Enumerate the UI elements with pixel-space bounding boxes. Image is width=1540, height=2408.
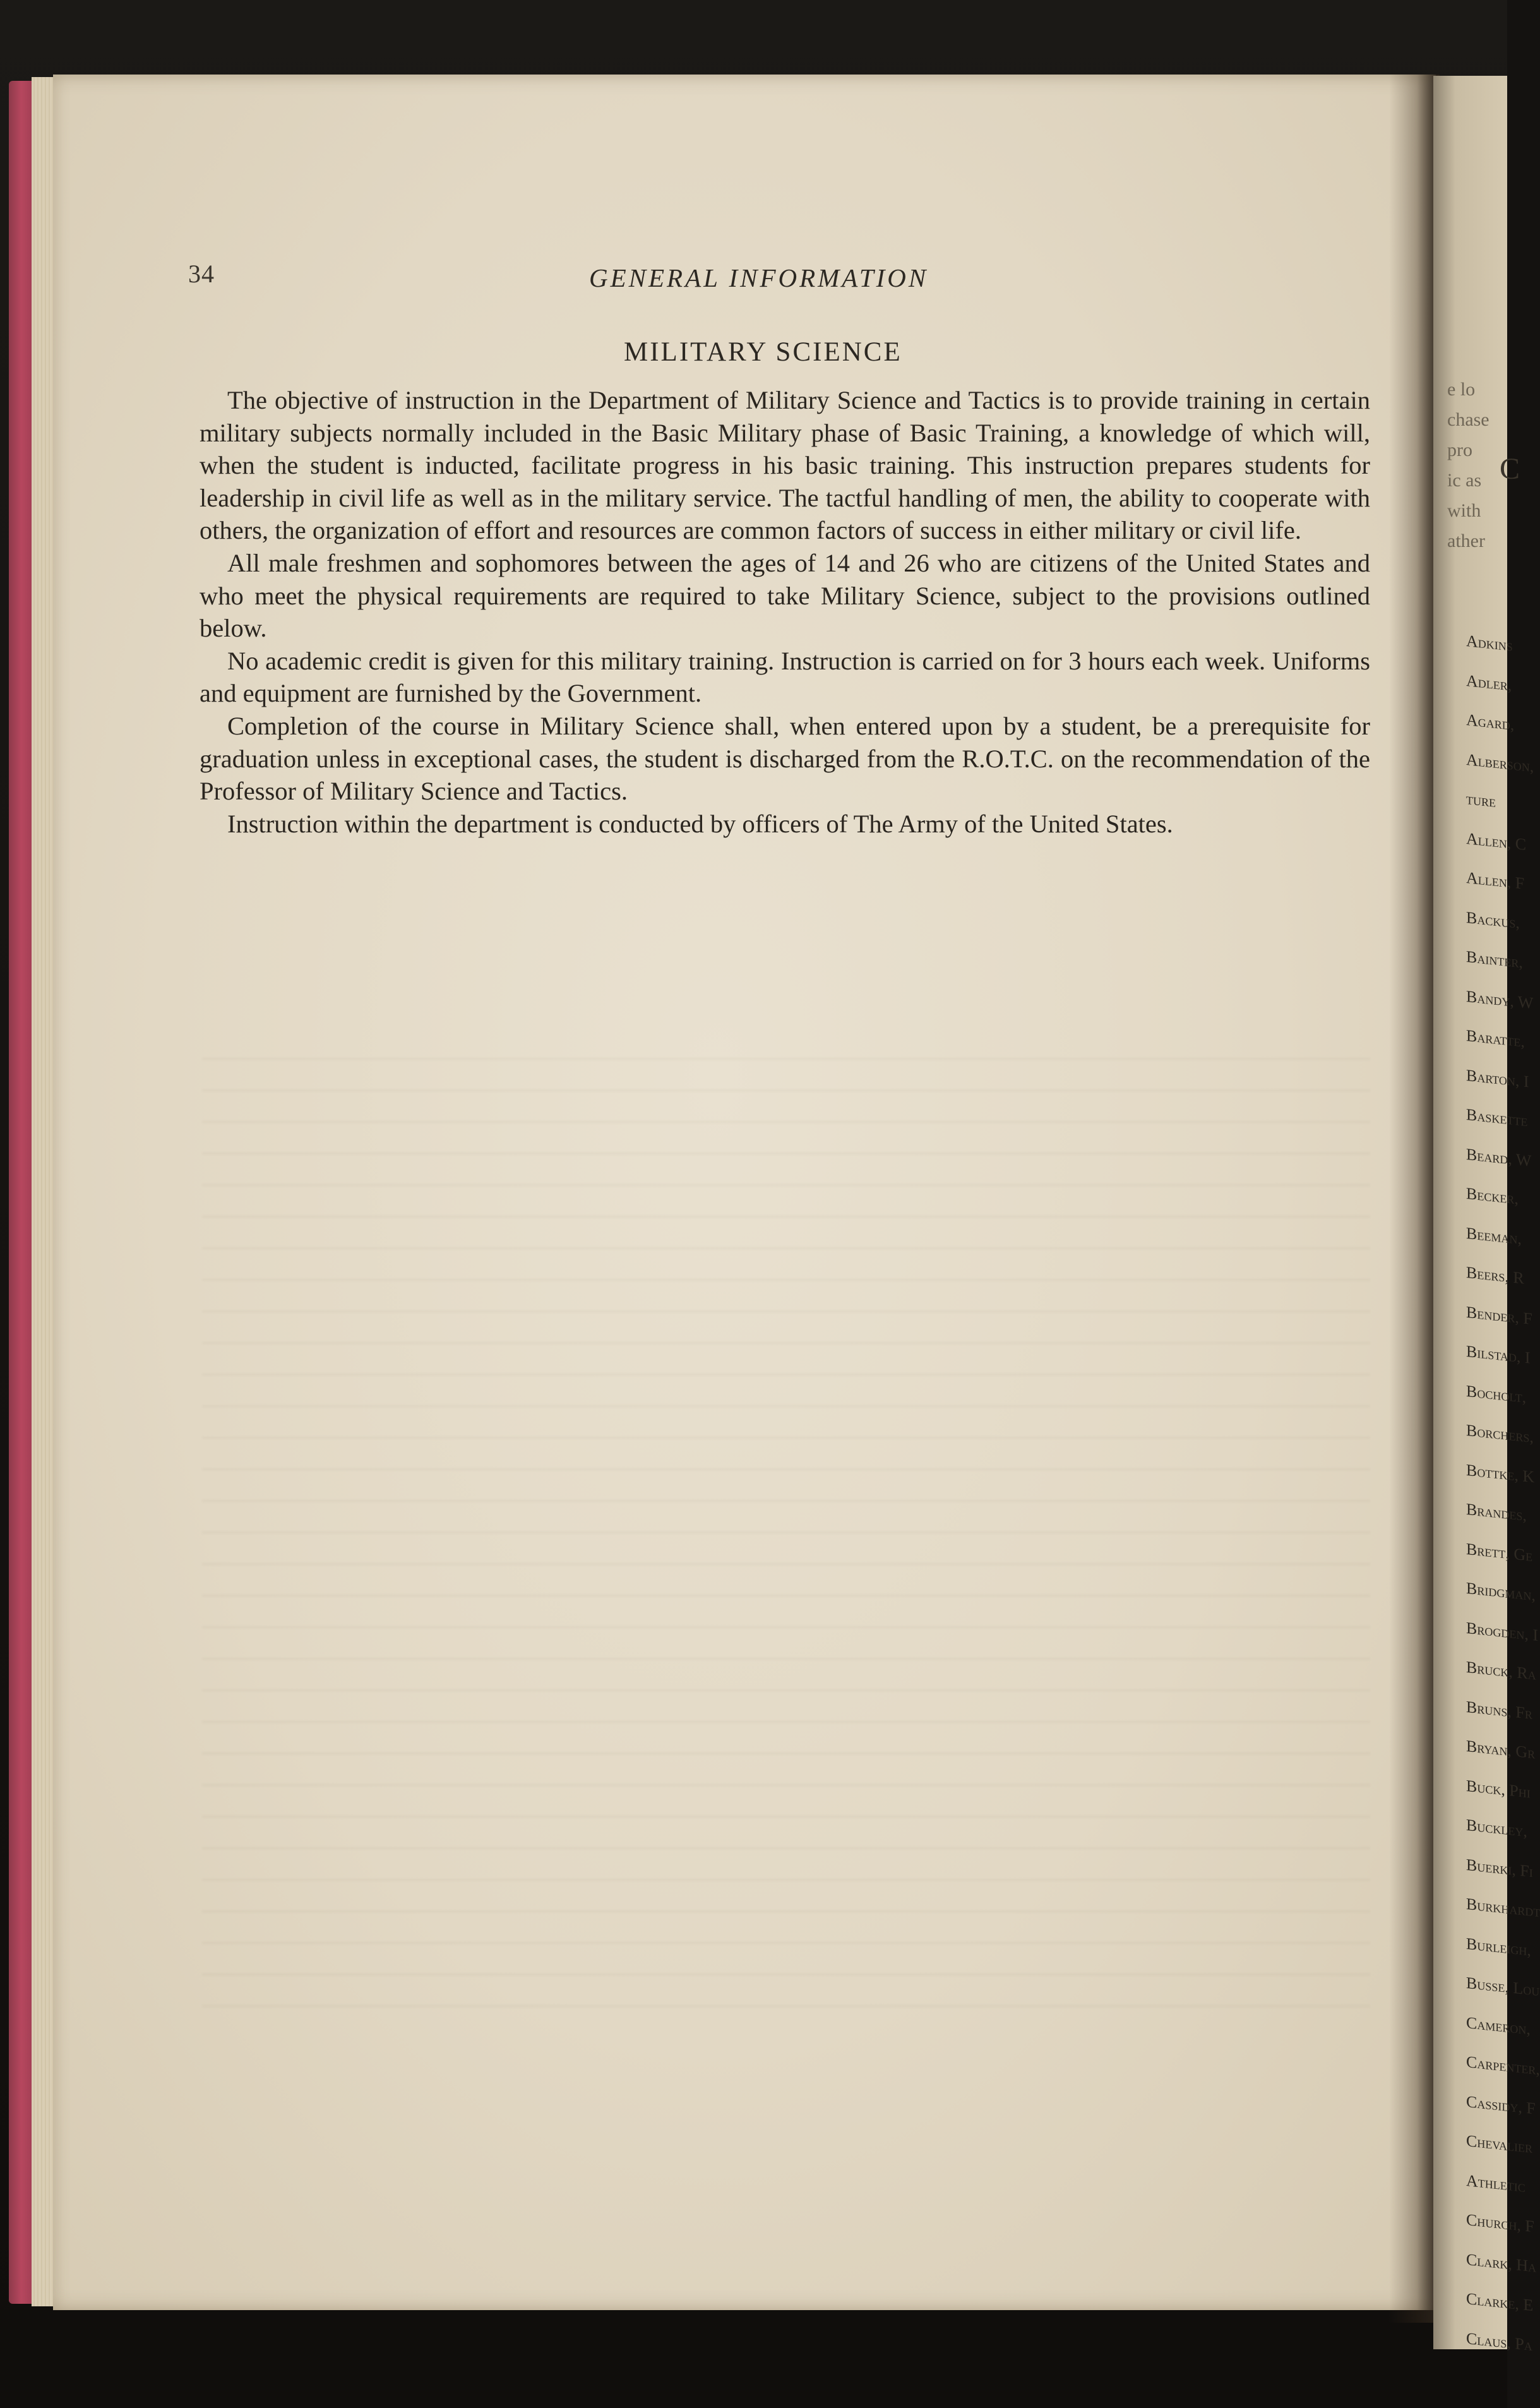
adjacent-name: Clarke, E — [1466, 2289, 1534, 2315]
adjacent-name: Alberson, — [1466, 750, 1534, 776]
paragraph-completion: Completion of the course in Military Science shall, when entered upon by a student, be a prerequisite for graduation unless in exceptional cases, the student is discharged from the R.O.T.C. on the recommendation of the Professor of Military Science and Tactics. — [200, 711, 1370, 806]
adjacent-name: Athletic — [1466, 2171, 1525, 2196]
section-title: MILITARY SCIENCE — [624, 337, 902, 367]
adjacent-name: Bridgman, — [1466, 1579, 1536, 1605]
paragraph-eligibility: All male freshmen and sophomores between the ages of 14 and 26 who are citizens of the United States and who meet the physical requirements are required to take Military Science, subject to the provisions outlined below. — [200, 548, 1370, 643]
running-head: GENERAL INFORMATION — [589, 263, 929, 292]
adjacent-fragment: with — [1447, 500, 1481, 521]
adjacent-name: Allen, F — [1466, 868, 1525, 893]
adjacent-name: Bryan, Gr — [1466, 1737, 1536, 1763]
adjacent-name: Beard, W — [1466, 1144, 1532, 1170]
adjacent-name: Allen, C — [1466, 829, 1527, 854]
adjacent-name-list — [1466, 632, 1540, 2368]
adjacent-name: Buck, Phi — [1466, 1776, 1531, 1802]
adjacent-name: Bruck, Ra — [1466, 1658, 1536, 1684]
adjacent-big-letter: C — [1500, 452, 1520, 486]
adjacent-name: Becker, — [1466, 1184, 1519, 1208]
adjacent-name: Bottke, K — [1466, 1460, 1535, 1486]
adjacent-name: Brett, Ge — [1466, 1539, 1533, 1565]
adjacent-name: Busse, Lou — [1466, 1974, 1540, 2000]
adjacent-name: Adkins — [1466, 632, 1513, 655]
adjacent-name: Claus, Pa — [1466, 2328, 1532, 2354]
adjacent-name: Buckley, — [1466, 1816, 1527, 1841]
adjacent-name: Bender, F — [1466, 1302, 1532, 1328]
adjacent-name: Chevalier — [1466, 2131, 1533, 2157]
adjacent-name: ture — [1466, 789, 1496, 811]
adjacent-name: Bainter, — [1466, 947, 1523, 972]
adjacent-name: Cameron, — [1466, 2013, 1531, 2039]
adjacent-name: Bruns, Fr — [1466, 1697, 1532, 1723]
adjacent-name: Brogden, I — [1466, 1618, 1538, 1644]
bleed-through-texture — [202, 1036, 1370, 2008]
adjacent-fragment: ather — [1447, 530, 1485, 551]
page-number: 34 — [188, 260, 215, 288]
adjacent-fragment: e lo — [1447, 379, 1476, 400]
adjacent-name: Baratte, — [1466, 1026, 1525, 1051]
adjacent-name: Church, F — [1466, 2210, 1534, 2236]
body-text — [200, 384, 1370, 840]
adjacent-fragment: ic as — [1447, 470, 1482, 491]
adjacent-name: Bandy, W — [1466, 986, 1534, 1012]
adjacent-name: Clark, Ha — [1466, 2249, 1537, 2276]
page-header — [188, 253, 1375, 291]
adjacent-name: Beeman, — [1466, 1223, 1522, 1248]
adjacent-name: Bocholt, — [1466, 1381, 1527, 1406]
paragraph-objective: The objective of instruction in the Department of Military Science and Tactics is to provide training in certain military subjects normally included in the Basic Military phase of Basic Training, a knowledge of which will, when the student is inducted, facilitate progress in his basic training. This instruction prepares students for leadership in civil life as well as in the military service. The tactful handling of men, the ability to cooperate with others, the organization of effort and resources are common factors of success in either military or civil life. — [200, 386, 1370, 545]
adjacent-name: Beers, R — [1466, 1263, 1524, 1288]
adjacent-name: Barton, I — [1466, 1065, 1529, 1091]
adjacent-page-fragments — [1433, 379, 1507, 561]
adjacent-name: Brandes, — [1466, 1500, 1527, 1525]
adjacent-name: Burleigh, — [1466, 1934, 1531, 1960]
paragraph-instruction: Instruction within the department is conducted by officers of The Army of the United States. — [227, 809, 1173, 838]
adjacent-name: Carpenter, — [1466, 2052, 1540, 2079]
adjacent-name: Borchers, — [1466, 1421, 1534, 1447]
adjacent-fragment: pro — [1447, 440, 1472, 460]
adjacent-name: Adler, — [1466, 671, 1512, 695]
adjacent-name: Backus, — [1466, 907, 1520, 932]
gutter-shadow — [1389, 75, 1440, 2323]
adjacent-name: Bilstad, I — [1466, 1342, 1531, 1367]
adjacent-name: Cassidy, F — [1466, 2092, 1536, 2118]
adjacent-name: Burkhardt — [1466, 1895, 1540, 1921]
adjacent-name: Agard, — [1466, 710, 1515, 734]
paragraph-credit: No academic credit is given for this military training. Instruction is carried on for 3 hours each week. Uniforms and equipment are furnished by the Government. — [200, 646, 1370, 708]
adjacent-name: Baskette — [1466, 1105, 1528, 1130]
adjacent-fragment: chase — [1447, 409, 1489, 430]
adjacent-name: Buerki, Fi — [1466, 1855, 1533, 1881]
